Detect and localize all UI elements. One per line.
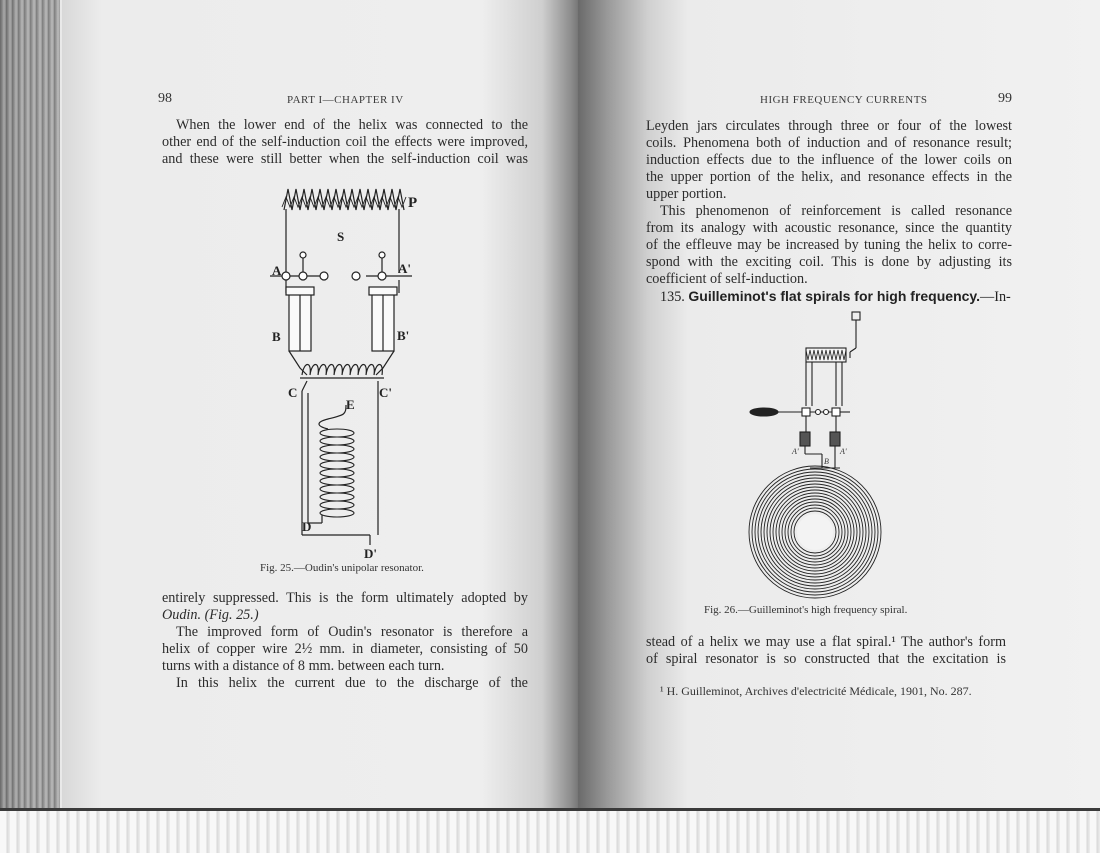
section-number: 135. bbox=[660, 289, 685, 305]
left-page-number: 98 bbox=[158, 91, 172, 106]
text-line: induction effects due to the influence of the lower coils on bbox=[646, 152, 1012, 168]
text-line: The improved form of Oudin's resonator is therefore a bbox=[176, 624, 528, 640]
text-line: of spiral resonator is so constructed that the excitation is bbox=[646, 651, 1006, 667]
figure-label: B bbox=[272, 329, 281, 344]
text-line: and these were still better when the self-induction coil was bbox=[162, 151, 528, 167]
figure-label: A' bbox=[398, 261, 411, 276]
text-line: turns with a distance of 8 mm. between each turn. bbox=[162, 658, 445, 674]
right-text-top bbox=[646, 118, 1012, 288]
left-text-bottom bbox=[162, 590, 528, 692]
text-line: stead of a helix we may use a flat spiral.¹ The author's form bbox=[646, 634, 1006, 650]
text-line: from its analogy with acoustic resonance, since the quantity bbox=[646, 220, 1012, 236]
figure-label: C bbox=[288, 385, 298, 400]
figure-label: A' bbox=[840, 447, 847, 456]
section-title: Guilleminot's flat spirals for high frequency. bbox=[688, 288, 981, 304]
text-line: helix of copper wire 2½ mm. in diameter, consisting of 50 bbox=[162, 641, 528, 657]
text-line: In this helix the current due to the discharge of the bbox=[176, 675, 528, 691]
text-line: entirely suppressed. This is the form ultimately adopted by bbox=[162, 590, 528, 606]
text-line: Oudin. (Fig. 25.) bbox=[162, 607, 259, 623]
figure-26-guilleminot-spiral bbox=[740, 308, 890, 603]
figure-label: D bbox=[302, 519, 312, 534]
section-heading-135 bbox=[660, 288, 1011, 306]
text-line: coefficient of self-induction. bbox=[646, 271, 808, 287]
footnote: ¹ H. Guilleminot, Archives d'electricité Médicale, 1901, No. 287. bbox=[660, 684, 972, 698]
book-edge-bottom bbox=[0, 808, 1100, 853]
text-line: This phenomenon of reinforcement is called resonance bbox=[660, 203, 1012, 219]
figure-label: A bbox=[272, 263, 282, 278]
figure-label: E bbox=[346, 397, 355, 412]
figure-25-caption: Fig. 25.—Oudin's unipolar resonator. bbox=[260, 562, 424, 574]
text-line: When the lower end of the helix was connected to the bbox=[176, 117, 528, 133]
text-line: of the effleuve may be increased by tuning the helix to corre- bbox=[646, 237, 1012, 253]
left-running-head: PART I—CHAPTER IV bbox=[287, 94, 404, 106]
figure-label: C' bbox=[379, 385, 392, 400]
right-page-number: 99 bbox=[998, 91, 1012, 106]
book-edge-left bbox=[0, 0, 60, 815]
right-running-head: HIGH FREQUENCY CURRENTS bbox=[760, 94, 928, 106]
figure-label: D' bbox=[364, 546, 377, 561]
figure-label: P bbox=[408, 195, 418, 211]
text-line: the upper portion of the helix, and resonance effects in the bbox=[646, 169, 1012, 185]
text-line: Leyden jars circulates through three or four of the lowest bbox=[646, 118, 1012, 134]
text-line: coils. Phenomena both of induction and of resonance result; bbox=[646, 135, 1012, 151]
text-line: upper portion. bbox=[646, 186, 727, 202]
figure-label: B' bbox=[397, 328, 410, 343]
figure-label: B bbox=[824, 457, 829, 466]
figure-25-oudin-resonator bbox=[262, 183, 427, 561]
left-text-top bbox=[162, 117, 528, 168]
figure-26-caption: Fig. 26.—Guilleminot's high frequency spiral. bbox=[704, 604, 908, 616]
text-line: other end of the self-induction coil the effects were improved, bbox=[162, 134, 528, 150]
right-text-bottom bbox=[646, 634, 1006, 668]
figure-label: A' bbox=[792, 447, 799, 456]
text-line: spond with the exciting coil. This is done by adjusting its bbox=[646, 254, 1012, 270]
section-tail: —In- bbox=[980, 289, 1011, 305]
figure-label: S bbox=[337, 229, 345, 244]
